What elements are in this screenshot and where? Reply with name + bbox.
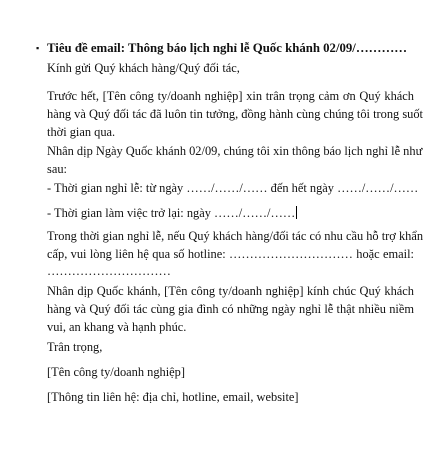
email-subject: Tiêu đề email: Thông báo lịch nghỉ lễ Quốc khánh 02/09/………… — [47, 41, 408, 55]
intro-line-2: hàng và Quý đối tác đã luôn tin tưởng, đồng hành cùng chúng tôi trong suốt — [47, 107, 423, 121]
intro-line-1: Trước hết, [Tên công ty/doanh nghiệp] xin trân trọng cảm ơn Quý khách — [47, 89, 414, 103]
announce-line-1: Nhân dịp Ngày Quốc khánh 02/09, chúng tôi xin thông báo lịch nghỉ lễ như — [47, 144, 423, 158]
holiday-period: - Thời gian nghỉ lễ: từ ngày ……/……/…… đến hết ngày ……/……/…… — [47, 181, 419, 195]
greeting: Kính gửi Quý khách hàng/Quý đối tác, — [47, 61, 240, 75]
announce-line-2: sau: — [47, 162, 67, 176]
wishes-line-3: vui, an khang và hạnh phúc. — [47, 320, 187, 334]
text-cursor — [296, 206, 297, 219]
email-subject-line — [36, 41, 407, 56]
support-line-1: Trong thời gian nghỉ lễ, nếu Quý khách hàng/đối tác có nhu cầu hỗ trợ khẩn — [47, 229, 424, 243]
wishes-line-2: hàng và Quý đối tác cùng gia đình có những ngày nghỉ lễ thật nhiều niềm — [47, 302, 414, 316]
intro-line-3: thời gian qua. — [47, 125, 116, 139]
return-date-line — [47, 206, 297, 221]
support-line-2: cấp, vui lòng liên hệ qua số hotline: ………………………… hoặc email: — [47, 247, 414, 261]
wishes-line-1: Nhân dịp Quốc khánh, [Tên công ty/doanh nghiệp] kính chúc Quý khách — [47, 284, 414, 298]
support-line-3: ………………………… — [47, 264, 171, 278]
bullet-icon: ▪ — [36, 43, 40, 53]
contact-info: [Thông tin liên hệ: địa chỉ, hotline, email, website] — [47, 390, 299, 404]
closing: Trân trọng, — [47, 340, 103, 354]
company-name: [Tên công ty/doanh nghiệp] — [47, 365, 185, 379]
return-date: - Thời gian làm việc trở lại: ngày ……/……/…… — [47, 206, 296, 220]
